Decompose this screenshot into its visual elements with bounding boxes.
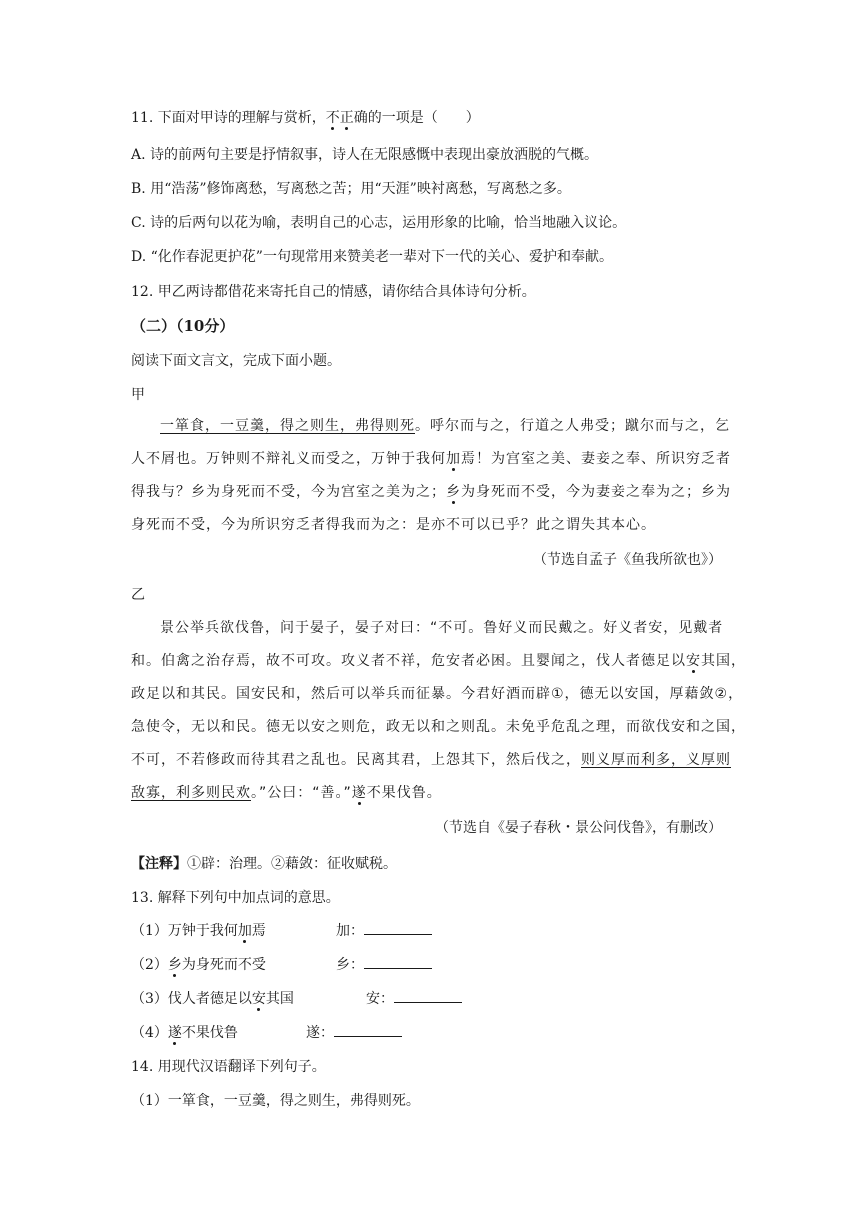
passage-b-line: 政足以和其民。国安民和，然后可以举兵而征暴。今君好酒而辟①，德无以安国，厚藉敛②， — [131, 686, 744, 702]
emphasis-dot: 遂 — [167, 1025, 182, 1041]
q14-stem: 14. 用现代汉语翻译下列句子。 — [131, 1059, 326, 1075]
emphasis-dot: 安 — [251, 991, 266, 1007]
passage-a-line: 得我与？乡为身死而不受，今为宫室之美为之；乡为身死而不受，今为妻妾之奉为之；乡为 — [131, 484, 731, 500]
passage-b-source: （节选自《晏子春秋・景公问伐鲁》，有删改） — [435, 820, 722, 836]
q12-stem: 12. 甲乙两诗都借花来寄托自己的情感，请你结合具体诗句分析。 — [131, 284, 536, 300]
q13-answer: 安： — [366, 988, 462, 1010]
passage-a-line: 身死而不受，今为所识穷乏者得我而为之：是亦不可以已乎？此之谓失其本心。 — [131, 517, 656, 533]
passage-b-line: 和。伯禽之治存焉，故不可攻。攻义者不祥，危安者必困。且婴闻之，伐人者德足以安其国， — [131, 653, 746, 669]
passage-a-line: 一箪食，一豆羹，得之则生，弗得则死。呼尔而与之，行道之人弗受；蹴尔而与之，乞 — [160, 418, 730, 434]
underlined-sentence: 一箪食，一豆羹，得之则生，弗得则死 — [160, 418, 415, 434]
notes-label: 【注释】 — [131, 856, 187, 872]
q11-stem: 11. 下面对甲诗的理解与赏析，不正确的一项是（ ） — [131, 110, 480, 126]
q13-item: （2）乡为身死而不受 — [131, 957, 266, 973]
emphasis-dot: 乡 — [167, 957, 182, 973]
q11-option-b: B. 用“浩荡”修饰离愁，写离愁之苦；用“天涯”映衬离愁，写离愁之多。 — [131, 181, 571, 197]
emphasis-dot: 不 — [325, 110, 340, 126]
q13-item: （3）伐人者德足以安其国 — [131, 991, 294, 1007]
passage-b-label: 乙 — [131, 587, 145, 603]
passage-b-line: 急使令，无以和民。德无以安之则危，政无以和之则乱。未免乎危乱之理，而欲伐安和之国， — [131, 719, 746, 735]
section-title: （二）（10分） — [131, 317, 235, 335]
emphasis-dot: 遂 — [351, 785, 367, 801]
passage-a-label: 甲 — [131, 387, 145, 403]
underlined-sentence: 敌寡，利多则民欢 — [131, 785, 251, 801]
passage-b-line: 不可，不若修政而待其君之乱也。民离其君，上怨其下，然后伐之，则义厚而利多，义厚则 — [131, 752, 731, 768]
answer-blank[interactable] — [364, 968, 432, 969]
passage-a-line: 人不屑也。万钟则不辩礼义而受之，万钟于我何加焉！为宫室之美、妻妾之奉、所识穷乏者 — [131, 451, 731, 467]
q11-option-a: A. 诗的前两句主要是抒情叙事，诗人在无限感慨中表现出豪放洒脱的气概。 — [131, 147, 599, 163]
passage-b-line: 敌寡，利多则民欢。”公曰：“善。”遂不果伐鲁。 — [131, 785, 442, 801]
q13-answer: 加： — [336, 920, 432, 942]
q13-answer: 遂： — [306, 1022, 402, 1044]
emphasis-dot: 加 — [446, 451, 461, 467]
answer-blank[interactable] — [364, 934, 432, 935]
passage-a-source: （节选自孟子《鱼我所欲也》） — [533, 552, 722, 568]
notes: 【注释】①辟：治理。②藉敛：征收赋税。 — [131, 856, 397, 872]
emphasis-dot: 正 — [339, 110, 354, 126]
section-intro: 阅读下面文言文，完成下面小题。 — [131, 353, 341, 369]
underlined-sentence: 则义厚而利多，义厚则 — [581, 752, 731, 768]
q11-option-d: D. “化作春泥更护花”一句现常用来赞美老一辈对下一代的关心、爱护和奉献。 — [131, 249, 613, 265]
emphasis-dot: 乡 — [446, 484, 461, 500]
q13-item: （1）万钟于我何加焉 — [131, 923, 266, 939]
emphasis-dot: 安 — [686, 653, 701, 669]
q13-item: （4）遂不果伐鲁 — [131, 1025, 238, 1041]
passage-b-line: 景公举兵欲伐鲁，问于晏子，晏子对曰：“不可。鲁好义而民戴之。好义者安，见戴者 — [160, 620, 724, 636]
q11-option-c: C. 诗的后两句以花为喻，表明自己的心志，运用形象的比喻，恰当地融入议论。 — [131, 215, 627, 231]
answer-blank[interactable] — [394, 1002, 462, 1003]
q14-item: （1）一箪食，一豆羹，得之则生，弗得则死。 — [131, 1093, 420, 1109]
emphasis-dot: 加 — [237, 923, 252, 939]
q13-answer: 乡： — [336, 954, 432, 976]
answer-blank[interactable] — [334, 1036, 402, 1037]
q13-stem: 13. 解释下列句中加点词的意思。 — [131, 890, 340, 906]
